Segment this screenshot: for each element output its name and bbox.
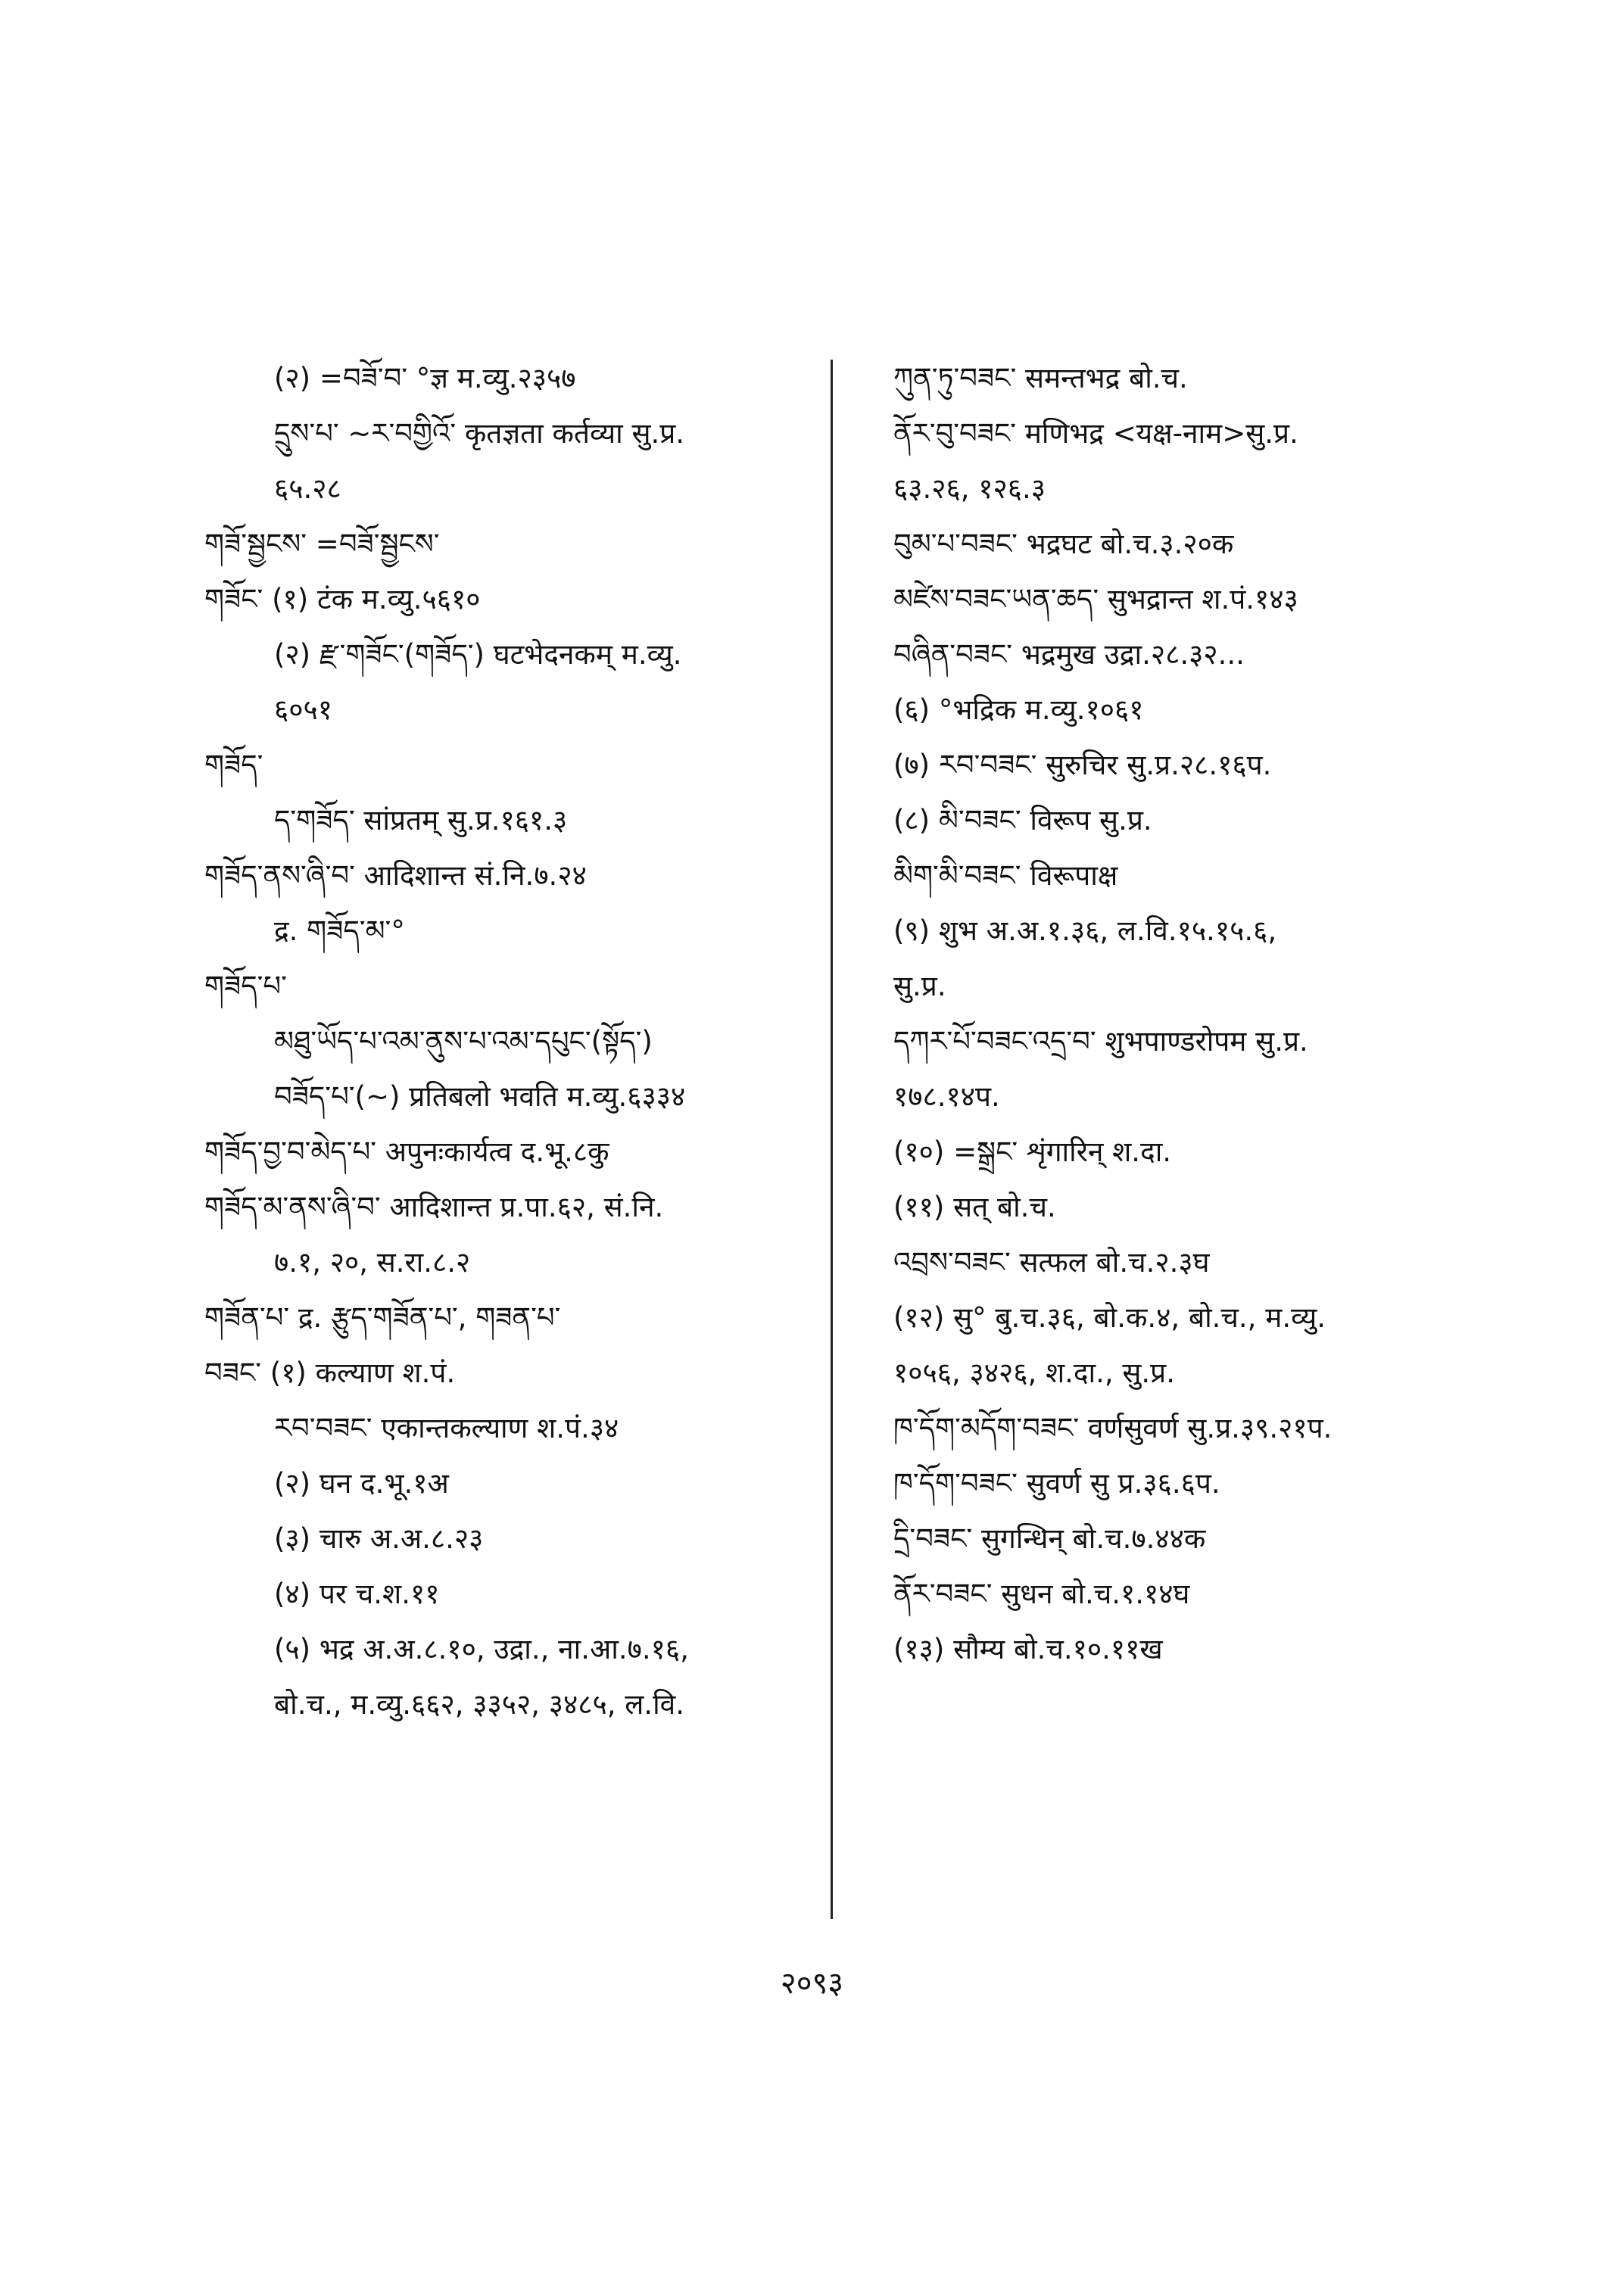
left-column-entry-line: གཟོད་ནས་ཞི་བ་ आदिशान्त सं.नि.७.२४ — [204, 859, 587, 892]
right-column-entry-line: (८) མི་བཟང་ विरूप सु.प्र. — [893, 804, 1152, 837]
left-column-entry-line: (२) =བཟོ་བ་ °ज्ञ म.व्यु.२३५७ — [274, 362, 576, 394]
right-column-entry-line: ནོར་བུ་བཟང་ मणिभद्र <यक्ष-नाम>सु.प्र. — [893, 417, 1298, 450]
left-column-entry-line: གཟོད་པ་ — [204, 970, 287, 1002]
left-column-entry-line: མཐུ་ཡོད་པ་འམ་ནུས་པ་འམ་དཔུང་(སྟོད་) — [274, 1025, 653, 1058]
right-column-entry-line: सु.प्र. — [893, 970, 946, 1002]
left-column-entry-line: གཟོད་མ་ནས་ཞི་བ་ आदिशान्त प्र.पा.६२, सं.नि. — [204, 1191, 664, 1223]
right-column-entry-line: (१३) सौम्य बो.च.१०.११ख — [893, 1633, 1163, 1665]
left-column-entry-line: (४) पर च.श.११ — [274, 1578, 440, 1610]
right-column-entry-line: དཀར་པོ་བཟང་འདྲ་བ་ शुभपाण्डरोपम सु.प्र. — [893, 1025, 1308, 1058]
right-column-entry-line: ६३.२६, १२६.३ — [893, 472, 1046, 505]
left-column-entry-line: (३) चारु अ.अ.८.२३ — [274, 1522, 484, 1555]
right-column-entry-line: བུམ་པ་བཟང་ भद्रघट बो.च.३.२०क — [893, 528, 1234, 560]
page-number: २०९३ — [780, 1966, 844, 2001]
left-column-entry-line: གཟོང་ (१) टंक म.व्यु.५६१० — [204, 583, 481, 615]
left-column-entry-line: ད་གཟོད་ सांप्रतम् सु.प्र.१६१.३ — [274, 804, 568, 837]
left-column-entry-line: बो.च., म.व्यु.६६२, ३३५२, ३४८५, ल.वि. — [274, 1688, 684, 1721]
right-column-entry-line: ནོར་བཟང་ सुधन बो.च.१.१४घ — [893, 1578, 1190, 1610]
left-column-entry-line: བཟང་ (१) कल्याण श.पं. — [204, 1357, 456, 1389]
left-column-entry-line: དྲུས་པ་ ~ར་བགྱིའོ་ कृतज्ञता कर्तव्या सु.प्र. — [274, 417, 685, 450]
left-column-entry-line: द्र. གཟོད་མ་° — [274, 914, 405, 947]
left-column-entry-line: གཟོན་པ་ द्र. རྩུད་གཟོན་པ་, གཟན་པ་ — [204, 1301, 561, 1334]
left-column-entry-line: གཟོ་སྦྱངས་ =བཟོ་སྦྱངས་ — [204, 528, 440, 560]
left-column-entry-line: གཟོད་ — [204, 749, 263, 781]
right-column-entry-line: १७८.१४प. — [893, 1080, 1000, 1113]
right-column-entry-line: (११) सत् बो.च. — [893, 1191, 1056, 1223]
right-column-entry-line: (६) °भद्रिक म.व्यु.१०६१ — [893, 693, 1144, 726]
right-column-entry-line: (९) शुभ अ.अ.१.३६, ल.वि.१५.१५.६, — [893, 914, 1277, 947]
left-column-entry-line: (५) भद्र अ.अ.८.१०, उद्रा., ना.आ.७.१६, — [274, 1633, 689, 1665]
right-column-entry-line: ཀུན་ཏུ་བཟང་ समन्तभद्र बो.च. — [893, 362, 1188, 394]
left-column — [204, 363, 825, 1745]
right-column-entry-line: १०५६, ३४२६, श.दा., सु.प्र. — [893, 1357, 1175, 1389]
right-column-entry-line: (१२) सु° बु.च.३६, बो.क.४, बो.च., म.व्यु. — [893, 1301, 1326, 1334]
left-column-entry-line: རབ་བཟང་ एकान्तकल्याण श.पं.३४ — [274, 1412, 619, 1444]
right-column-entry-line: བཞིན་བཟང་ भद्रमुख उद्रा.२८.३२... — [893, 638, 1245, 671]
left-column-entry-line: ७.१, २०, स.रा.८.२ — [274, 1246, 471, 1279]
left-column-entry-line: གཟོད་བྱ་བ་མེད་པ་ अपुनःकार्यत्व द.भू.८कु — [204, 1136, 609, 1168]
left-column-entry-line: ६०५१ — [274, 693, 332, 726]
right-column-entry-line: (१०) =སྒྲང་ शृंगारिन् श.दा. — [893, 1136, 1172, 1168]
right-column-entry-line: འབྲས་བཟང་ सत्फल बो.च.२.३घ — [893, 1246, 1210, 1279]
right-column-entry-line: མིག་མི་བཟང་ विरूपाक्ष — [893, 859, 1118, 892]
right-column-entry-line: མཛེས་བཟང་ཡན་ཆད་ सुभद्रान्त श.पं.१४३ — [893, 583, 1298, 615]
right-column-entry-line: (७) རབ་བཟང་ सुरुचिर सु.प्र.२८.१६प. — [893, 749, 1272, 781]
left-column-entry-line: (२) རྫ་གཟོང་(གཟོད་) घटभेदनकम् म.व्यु. — [274, 638, 682, 671]
left-column-entry-line: ६५.२८ — [274, 472, 341, 505]
right-column-entry-line: དྲི་བཟང་ सुगन्धिन् बो.च.७.४४क — [893, 1522, 1206, 1555]
column-divider — [831, 360, 833, 1919]
right-column — [893, 363, 1499, 1690]
left-column-entry-line: བཟོད་པ་(~) प्रतिबलो भवति म.व्यु.६३३४ — [274, 1080, 686, 1113]
left-column-entry-line: (२) घन द.भू.१अ — [274, 1467, 449, 1500]
right-column-entry-line: ཁ་དོག་བཟང་ सुवर्ण सु प्र.३६.६प. — [893, 1467, 1220, 1500]
right-column-entry-line: ཁ་དོག་མདོག་བཟང་ वर्णसुवर्ण सु.प्र.३९.२१प. — [893, 1412, 1333, 1444]
